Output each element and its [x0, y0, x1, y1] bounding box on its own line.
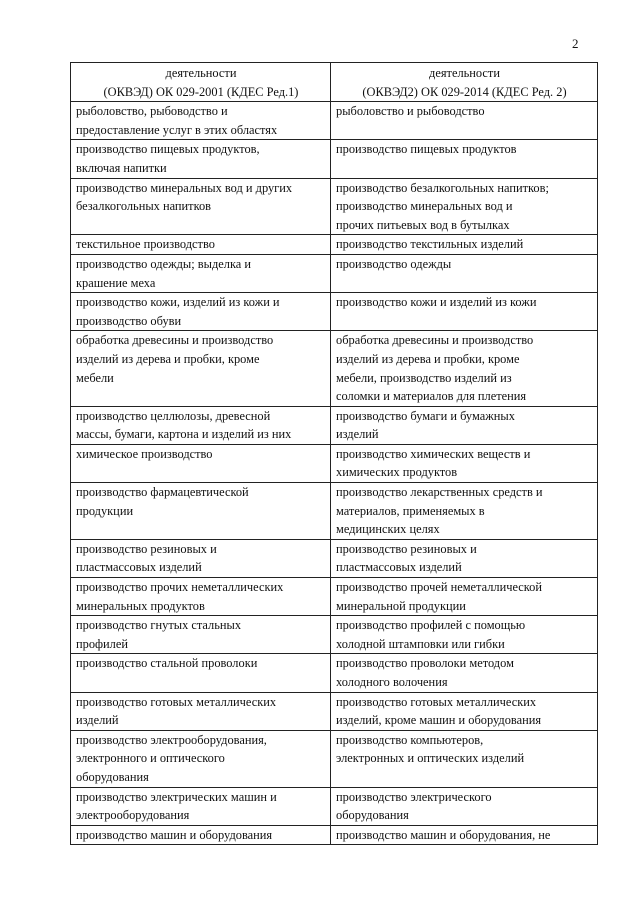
okved2-2014-cell [331, 692, 598, 730]
okved-2001-cell [71, 578, 331, 616]
cell-text-line: изделий, кроме машин и оборудования [336, 713, 542, 728]
cell-text-line: продукции [76, 503, 134, 518]
cell-text-line: минеральных продуктов [76, 598, 205, 613]
cell-text-line: химическое производство [76, 446, 213, 461]
okved-2001-cell [71, 140, 331, 178]
cell-text-line: производство пищевых продуктов, [76, 142, 260, 157]
cell-text-line: соломки и материалов для плетения [336, 389, 527, 404]
cell-text-line: прочих питьевых вод в бутылках [336, 217, 510, 232]
cell-text-line: производство прочей неметаллической [336, 580, 542, 595]
classification-table [70, 62, 598, 845]
table-row [71, 692, 598, 730]
cell-text-line: профилей [76, 636, 128, 651]
cell-text-line: производство минеральных вод и других [76, 180, 293, 195]
cell-text-line: производство машин и оборудования, не [336, 827, 551, 842]
cell-text-line: электронных и оптических изделий [336, 751, 525, 766]
okved-2001-cell [71, 102, 331, 140]
cell-text-line: химических продуктов [336, 465, 458, 480]
table-row [71, 140, 598, 178]
okved2-2014-cell [331, 483, 598, 540]
okved-2001-cell [71, 825, 331, 845]
cell-text-line: электронного и оптического [76, 751, 225, 766]
okved2-2014-cell [331, 102, 598, 140]
cell-text-line: производство проволоки методом [336, 656, 514, 671]
table-row [71, 825, 598, 845]
cell-text-line: холодной штамповки или гибки [336, 636, 505, 651]
cell-text-line: производство готовых металлических [336, 694, 537, 709]
cell-text-line: массы, бумаги, картона и изделий из них [76, 427, 292, 442]
header-right-line: деятельности [429, 66, 500, 80]
header-right-cell [331, 63, 598, 102]
cell-text-line: оборудования [76, 769, 149, 784]
table-row [71, 539, 598, 577]
cell-text-line: производство целлюлозы, древесной [76, 408, 271, 423]
cell-text-line: включая напитки [76, 160, 167, 175]
cell-text-line: изделий из дерева и пробки, кроме [336, 351, 520, 366]
okved2-2014-cell [331, 616, 598, 654]
cell-text-line: обработка древесины и производство [336, 333, 534, 348]
table-row [71, 787, 598, 825]
cell-text-line: производство профилей с помощью [336, 618, 526, 633]
cell-text-line: пластмассовых изделий [76, 560, 202, 575]
cell-text-line: мебели [76, 370, 114, 385]
header-left-line: (ОКВЭД) ОК 029-2001 (КДЕС Ред.1) [103, 84, 299, 99]
cell-text-line: изделий [76, 713, 119, 728]
cell-text-line: производство лекарственных средств и [336, 485, 543, 500]
cell-text-line: минеральной продукции [336, 598, 466, 613]
cell-text-line: рыболовство и рыбоводство [336, 104, 485, 119]
cell-text-line: изделий из дерева и пробки, кроме [76, 351, 260, 366]
cell-text-line: производство резиновых и [76, 541, 217, 556]
okved-2001-cell [71, 406, 331, 444]
okved-2001-cell [71, 692, 331, 730]
okved-2001-cell [71, 654, 331, 692]
cell-text-line: холодного волочения [336, 675, 448, 689]
cell-text-line: производство бумаги и бумажных [336, 408, 515, 423]
okved-2001-cell [71, 235, 331, 255]
cell-text-line: производство прочих неметаллических [76, 580, 284, 595]
cell-text-line: производство одежды; выделка и [76, 256, 252, 271]
cell-text-line: производство текстильных изделий [336, 237, 524, 252]
okved-2001-cell [71, 178, 331, 235]
cell-text-line: производство электрического [336, 789, 492, 804]
cell-text-line: рыболовство, рыбоводство и [76, 104, 228, 119]
header-left-cell [71, 63, 331, 102]
okved2-2014-cell [331, 140, 598, 178]
header-right-line: (ОКВЭД2) ОК 029-2014 (КДЕС Ред. 2) [362, 84, 567, 99]
table-row [71, 331, 598, 406]
okved2-2014-cell [331, 331, 598, 406]
cell-text-line: производство готовых металлических [76, 694, 277, 709]
cell-text-line: материалов, применяемых в [336, 503, 485, 518]
table-row [71, 102, 598, 140]
table-row [71, 654, 598, 692]
table-row [71, 178, 598, 235]
table-row [71, 730, 598, 787]
cell-text-line: производство минеральных вод и [336, 199, 513, 214]
okved-2001-cell [71, 444, 331, 482]
cell-text-line: пластмассовых изделий [336, 560, 462, 575]
okved-2001-cell [71, 616, 331, 654]
cell-text-line: производство пищевых продуктов [336, 142, 517, 157]
table-row [71, 483, 598, 540]
table-row [71, 293, 598, 331]
table-header [71, 63, 598, 102]
table-row [71, 444, 598, 482]
okved-2001-cell [71, 483, 331, 540]
cell-text-line: производство фармацевтической [76, 485, 249, 500]
cell-text-line: оборудования [336, 808, 409, 823]
cell-text-line: изделий [336, 427, 379, 442]
cell-text-line: производство электрических машин и [76, 789, 277, 804]
cell-text-line: производство гнутых стальных [76, 618, 242, 633]
header-row [71, 63, 598, 102]
cell-text-line: производство безалкогольных напитков; [336, 180, 549, 195]
okved2-2014-cell [331, 406, 598, 444]
header-left-line: деятельности [165, 66, 237, 80]
cell-text-line: текстильное производство [76, 237, 215, 252]
page-number: 2 [572, 36, 579, 51]
okved2-2014-cell [331, 578, 598, 616]
okved2-2014-cell [331, 654, 598, 692]
okved2-2014-cell [331, 444, 598, 482]
cell-text-line: производство кожи и изделий из кожи [336, 295, 537, 310]
okved2-2014-cell [331, 825, 598, 845]
table-row [71, 578, 598, 616]
okved2-2014-cell [331, 730, 598, 787]
cell-text-line: производство резиновых и [336, 541, 477, 556]
okved-2001-cell [71, 539, 331, 577]
okved2-2014-cell [331, 787, 598, 825]
cell-text-line: обработка древесины и производство [76, 333, 274, 348]
cell-text-line: крашение меха [76, 275, 156, 290]
cell-text-line: электрооборудования [76, 808, 190, 823]
okved2-2014-cell [331, 235, 598, 255]
table-row [71, 406, 598, 444]
okved-2001-cell [71, 293, 331, 331]
table-row [71, 616, 598, 654]
okved-2001-cell [71, 787, 331, 825]
cell-text-line: производство кожи, изделий из кожи и [76, 295, 280, 310]
table-row [71, 254, 598, 292]
cell-text-line: производство одежды [336, 256, 452, 271]
cell-text-line: производство обуви [76, 313, 182, 328]
cell-text-line: мебели, производство изделий из [336, 370, 512, 385]
cell-text-line: производство компьютеров, [336, 732, 484, 747]
okved2-2014-cell [331, 254, 598, 292]
cell-text-line: производство химических веществ и [336, 446, 531, 461]
okved-2001-cell [71, 331, 331, 406]
cell-text-line: производство машин и оборудования [76, 827, 273, 842]
table-row [71, 235, 598, 255]
okved-2001-cell [71, 730, 331, 787]
cell-text-line: безалкогольных напитков [76, 199, 212, 214]
table-body [71, 102, 598, 845]
cell-text-line: предоставление услуг в этих областях [76, 122, 278, 137]
okved2-2014-cell [331, 539, 598, 577]
okved2-2014-cell [331, 178, 598, 235]
cell-text-line: медицинских целях [336, 522, 440, 537]
okved2-2014-cell [331, 293, 598, 331]
cell-text-line: производство стальной проволоки [76, 656, 258, 671]
okved-2001-cell [71, 254, 331, 292]
cell-text-line: производство электрооборудования, [76, 732, 267, 747]
